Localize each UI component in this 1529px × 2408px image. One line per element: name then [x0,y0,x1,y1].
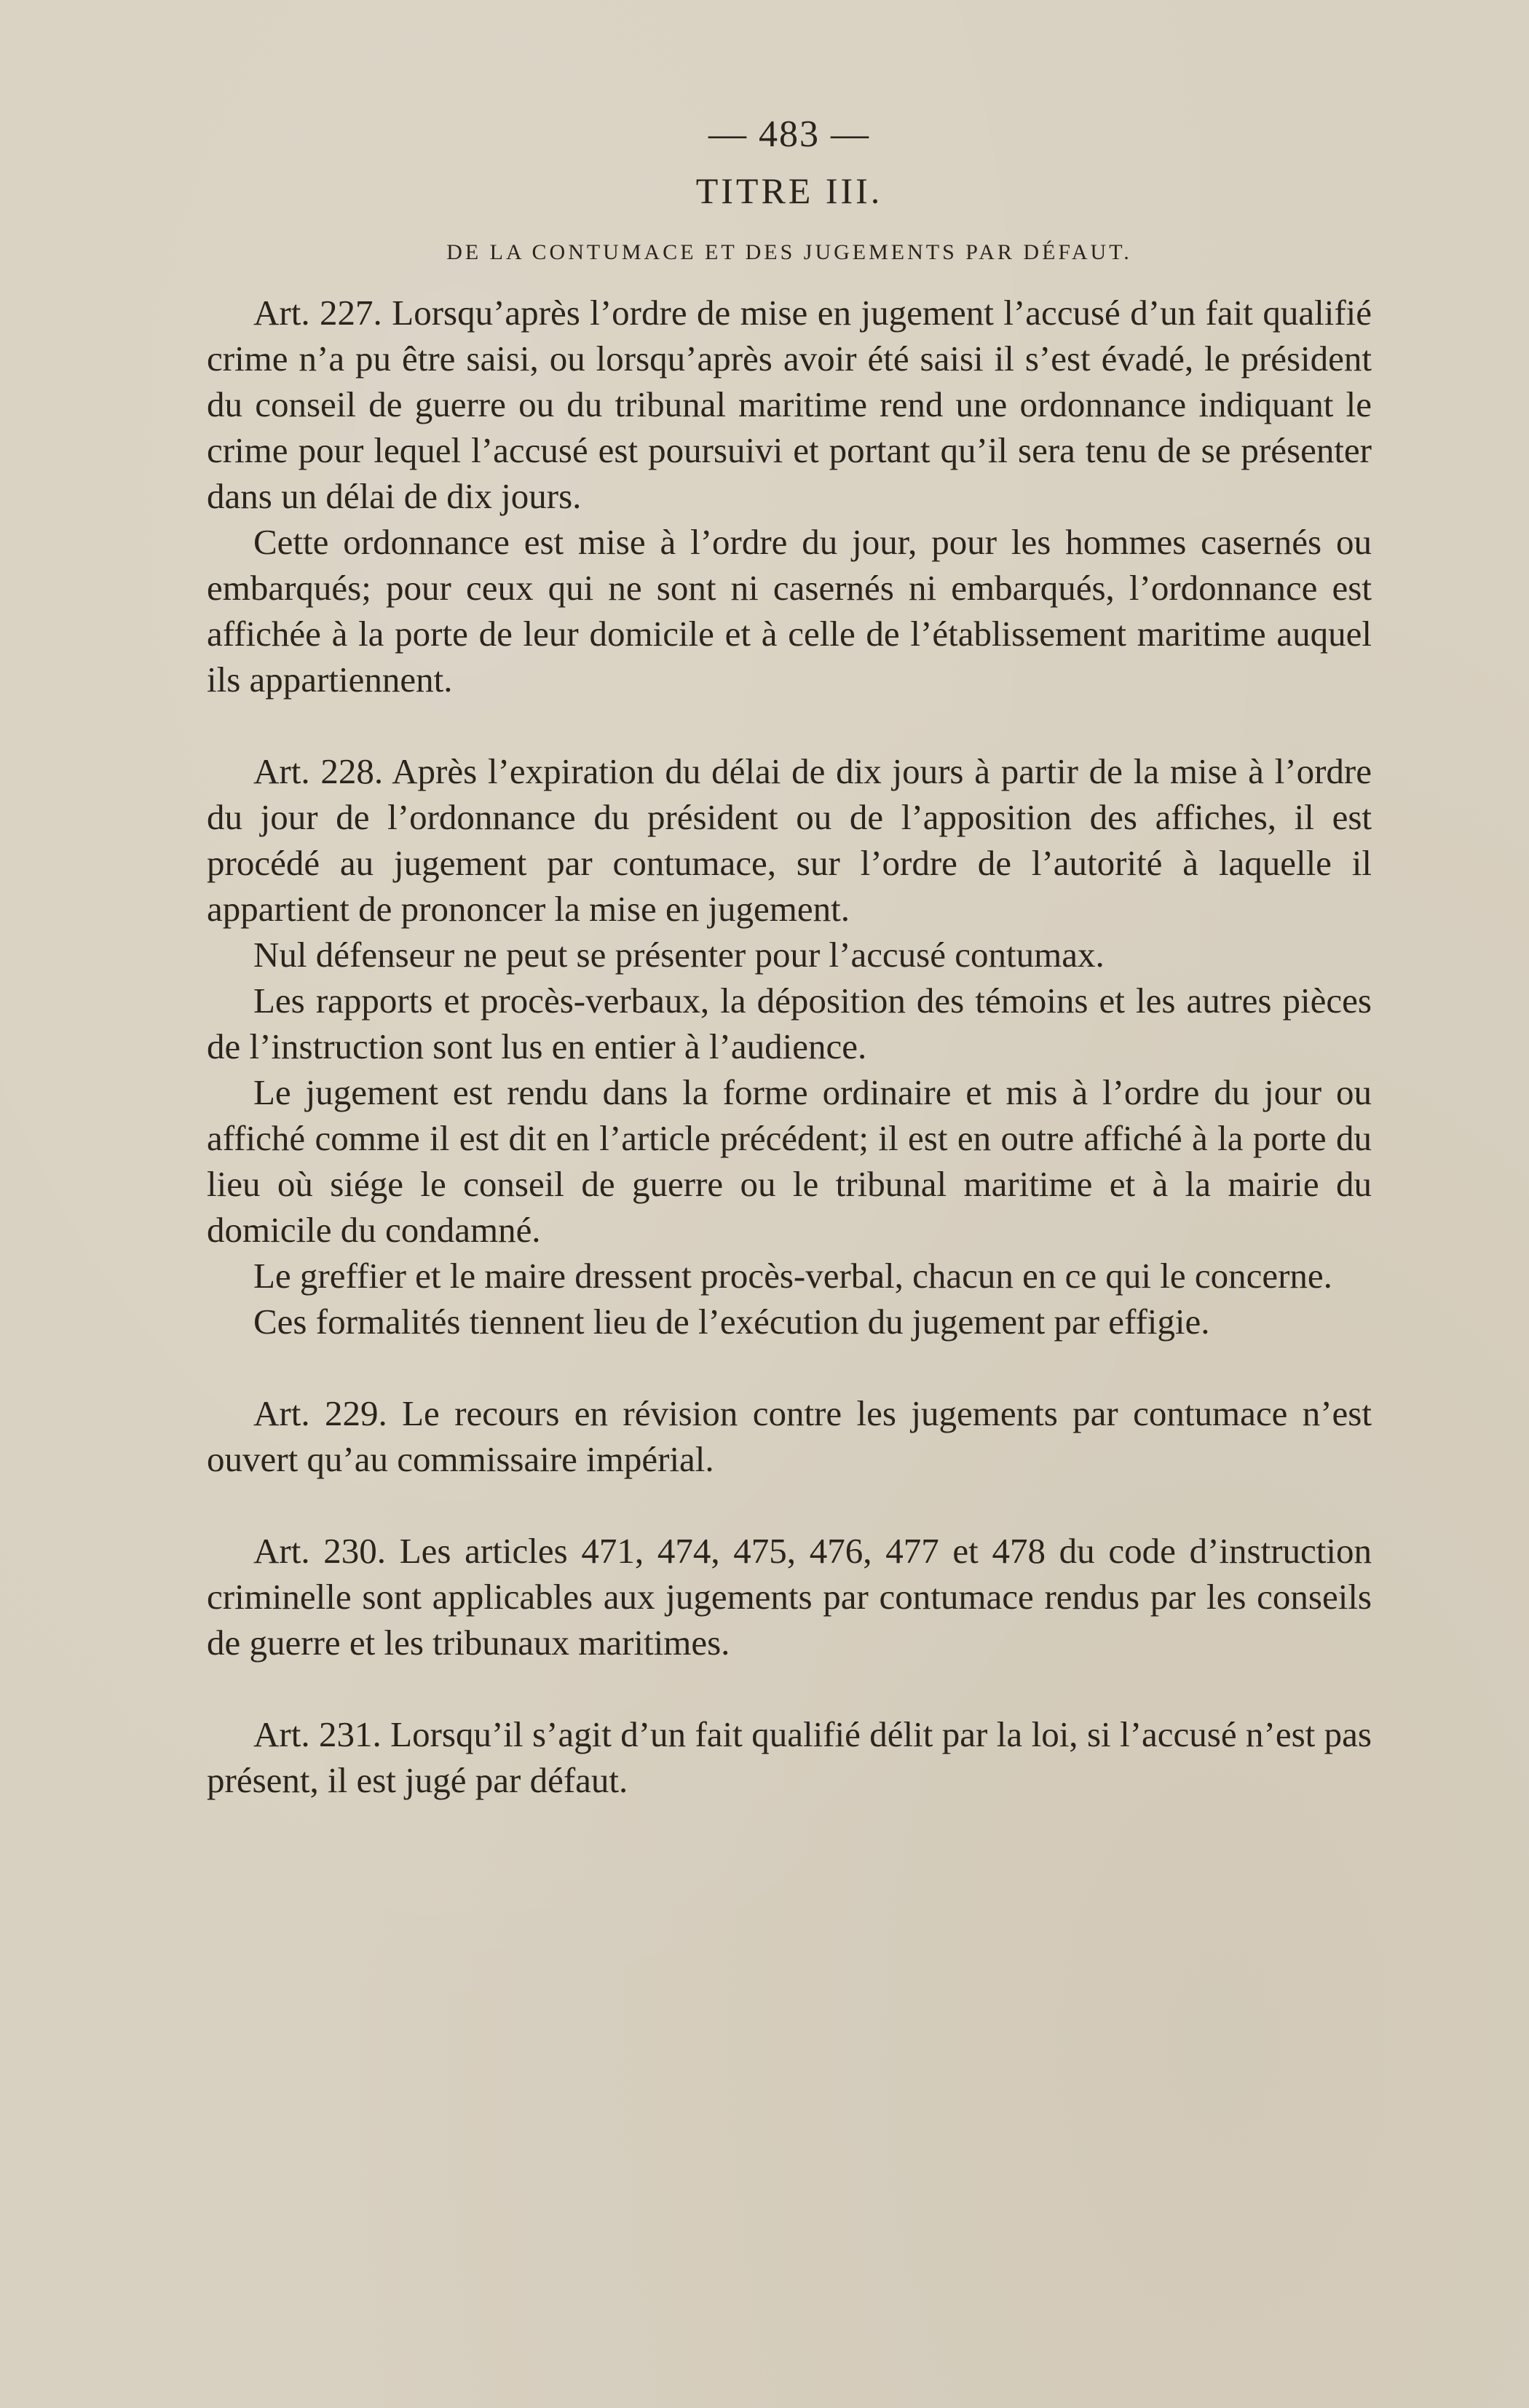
article-231-paragraph-1: Art. 231. Lorsqu’il s’agit d’un fait qualifié délit par la loi, si l’accusé n’est pas présent, il est jugé par défaut. [207,1714,1372,1800]
article-228-paragraph-1: Art. 228. Après l’expiration du délai de dix jours à partir de la mise à l’ordre du jour de l’ordonnance du président ou de l’apposition des affiches, il est procédé au jugement par contumace, sur l’ordre de l’autorité à laquelle il appartient de prononcer la mise en jugement. [207,751,1372,929]
article-231 [207,1711,1372,1803]
article-228 [207,748,1372,1344]
article-228-paragraph-6: Ces formalités tiennent lieu de l’exécution du jugement par effigie. [253,1302,1210,1342]
article-229-paragraph-1: Art. 229. Le recours en révision contre les jugements par contumace n’est ouvert qu’au commissaire impérial. [207,1393,1372,1479]
page-number: — 483 — [708,114,870,155]
document-page [207,109,1372,1803]
article-227-paragraph-1: Art. 227. Lorsqu’après l’ordre de mise en jugement l’accusé d’un fait qualifié crime n’a pu être saisi, ou lorsqu’après avoir été saisi il s’est évadé, le président du conseil de guerre ou du tribunal maritime rend une ordonnance indiquant le crime pour lequel l’accusé est poursuivi et portant qu’il sera tenu de se présenter dans un délai de dix jours. [207,293,1372,516]
section-subtitle: DE LA CONTUMACE ET DES JUGEMENTS PAR DÉFAUT. [446,240,1132,264]
section-title: TITRE III. [695,170,883,211]
article-230-paragraph-1: Art. 230. Les articles 471, 474, 475, 476, 477 et 478 du code d’instruction criminelle sont applicables aux jugements par contumace rendus par les conseils de guerre et les tribunaux maritimes. [207,1531,1372,1663]
article-228-paragraph-5: Le greffier et le maire dressent procès-verbal, chacun en ce qui le concerne. [253,1256,1332,1296]
article-228-paragraph-4: Le jugement est rendu dans la forme ordinaire et mis à l’ordre du jour ou affiché comme il est dit en l’article précédent; il est en outre affiché à la porte du lieu où siége le conseil de guerre ou le tribunal maritime et à la mairie du domicile du condamné. [207,1072,1372,1250]
article-227-paragraph-2: Cette ordonnance est mise à l’ordre du jour, pour les hommes casernés ou embarqués; pour ceux qui ne sont ni casernés ni embarqués, l’ordonnance est affichée à la porte de leur domicile et à celle de l’établissement maritime auquel ils appartiennent. [207,522,1372,700]
article-228-paragraph-2: Nul défenseur ne peut se présenter pour l’accusé contumax. [253,935,1105,975]
article-228-paragraph-3: Les rapports et procès-verbaux, la déposition des témoins et les autres pièces de l’instruction sont lus en entier à l’audience. [207,981,1372,1066]
article-229 [207,1390,1372,1482]
article-227 [207,290,1372,702]
article-230 [207,1528,1372,1666]
